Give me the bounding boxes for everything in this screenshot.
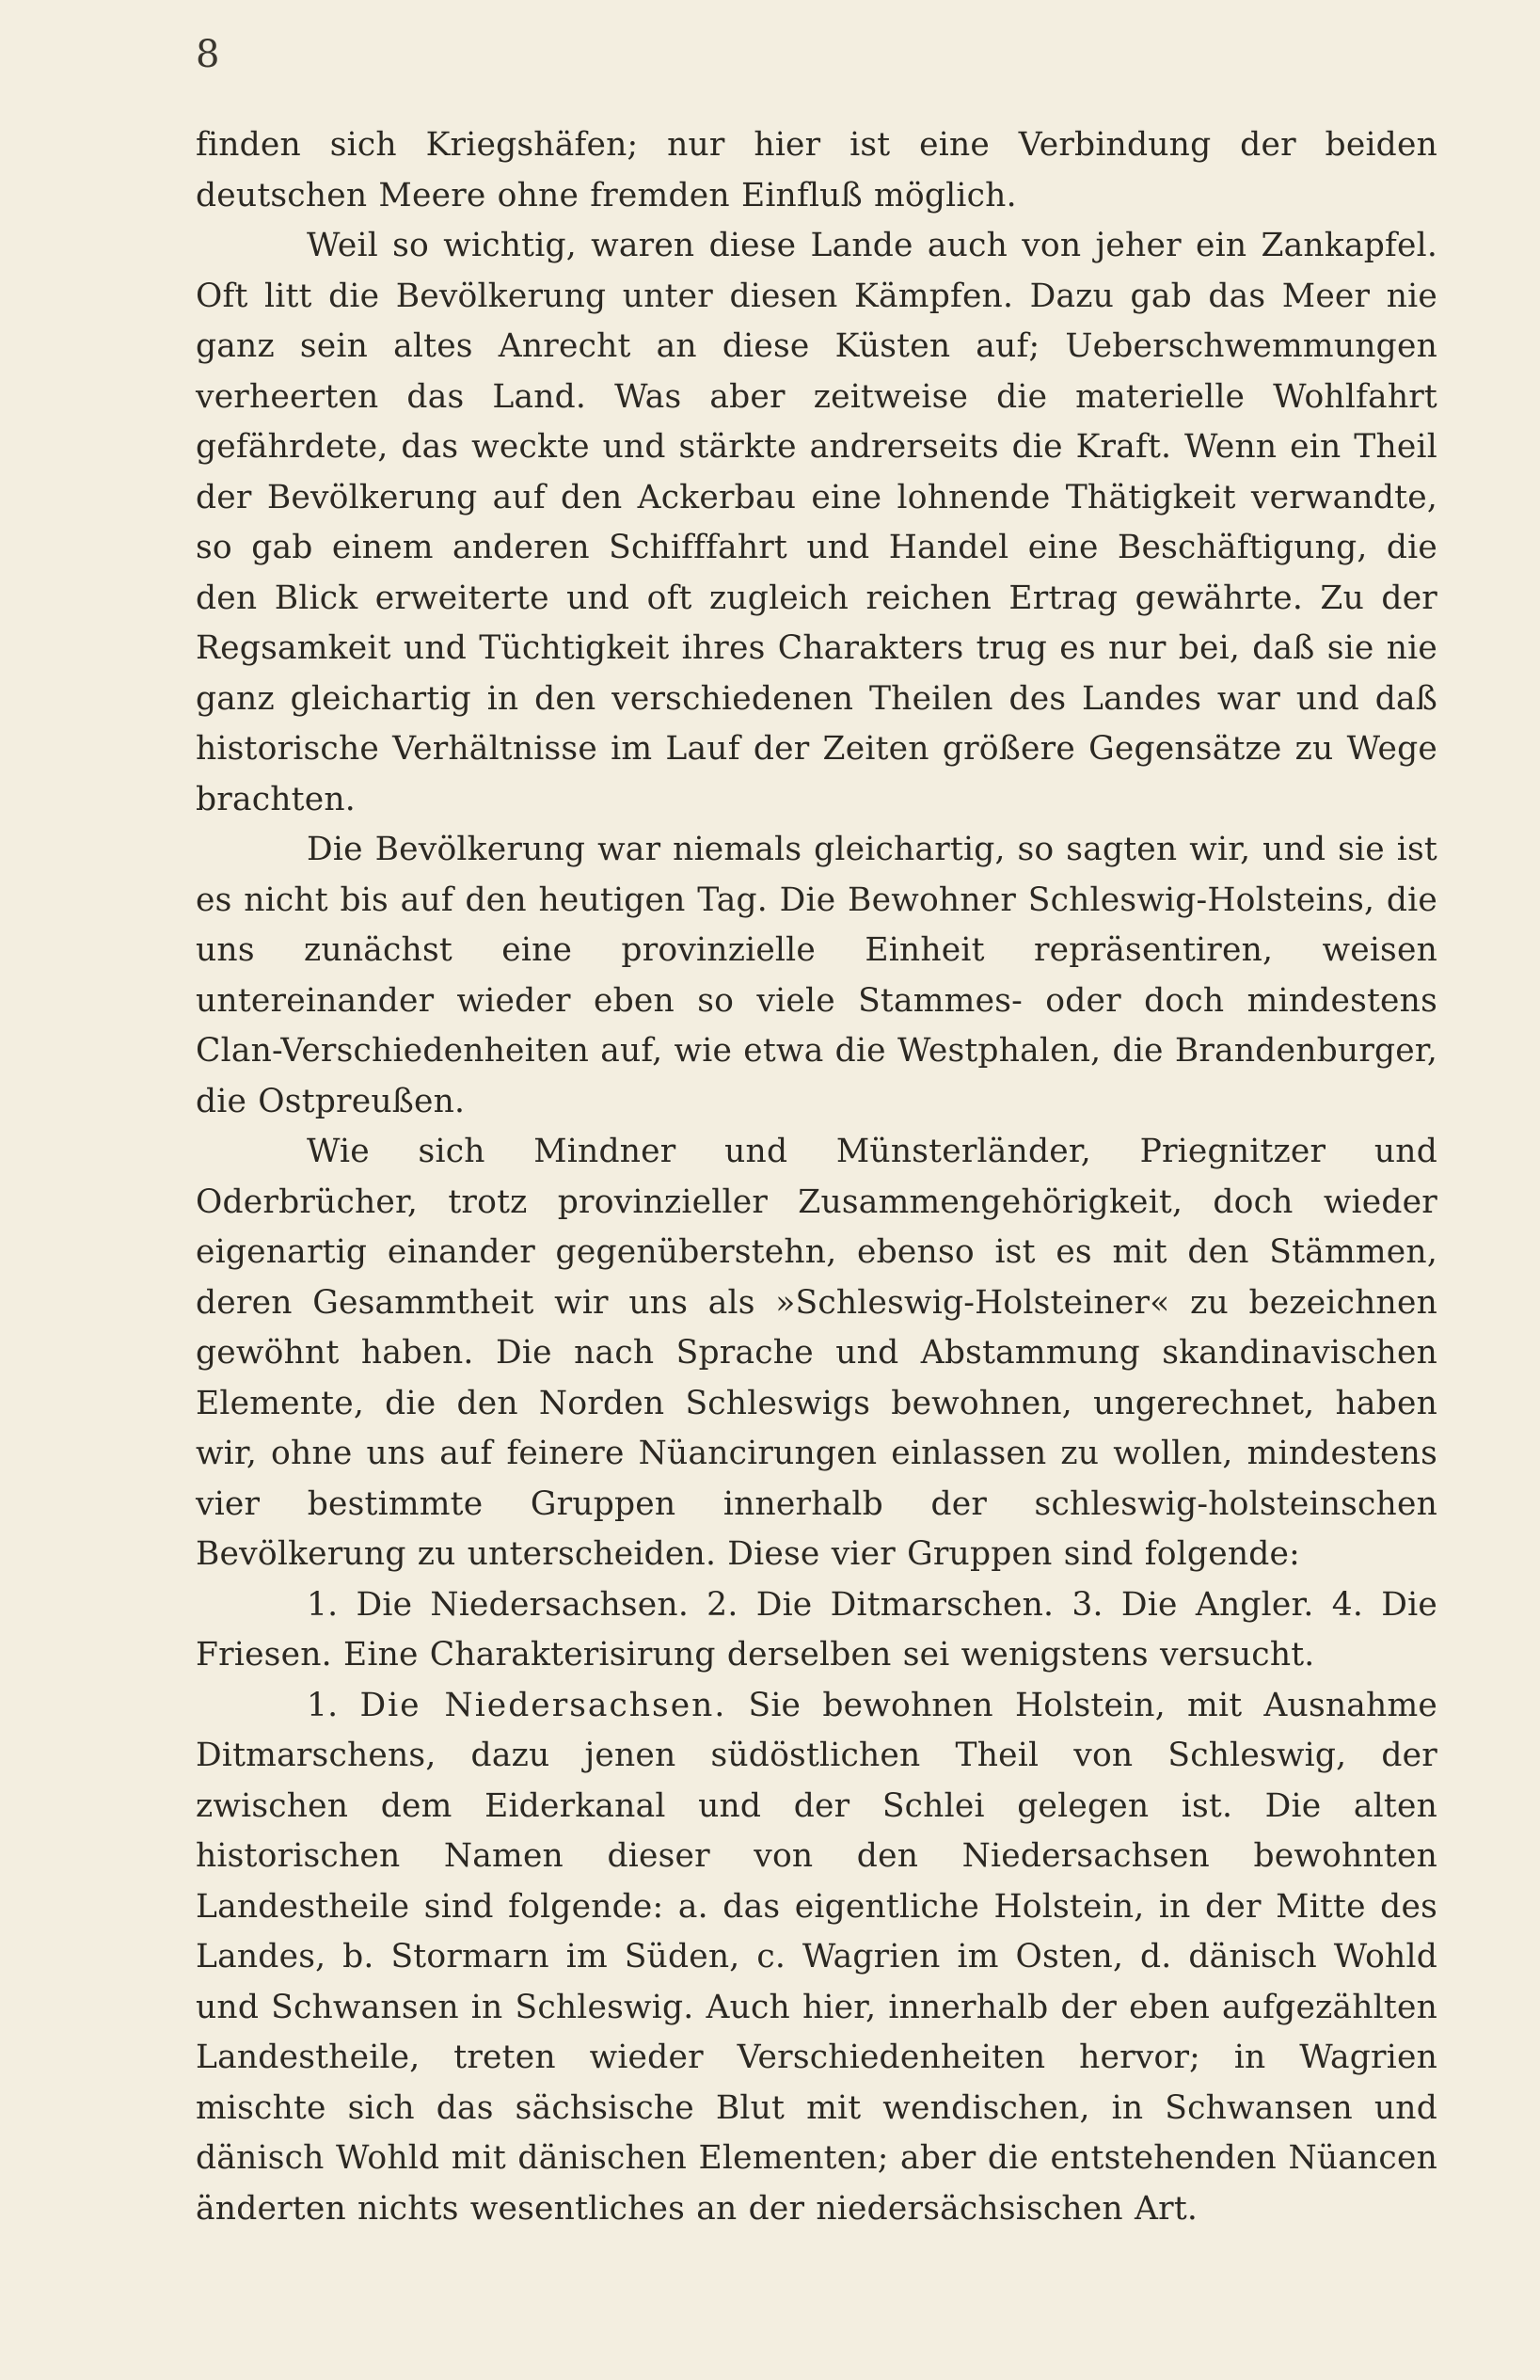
section-text: Sie bewohnen Holstein, mit Ausnahme Ditmarschens, dazu jenen südöstlichen Theil von Schleswig, der zwischen dem Eiderkanal und der Schlei gelegen ist. Die alten historischen Namen dieser von den Niedersachsen bewohnten Landestheile sind folgende: a. das eigentliche Holstein, in der Mitte des Landes, b. Stormarn im Süden, c. Wagrien im Osten, d. dänisch Wohld und Schwansen in Schleswig. Auch hier, innerhalb der eben aufgezählten Landestheile, treten wieder Verschiedenheiten hervor; in Wagrien mischte sich das sächsische Blut mit wendischen, in Schwansen und dänisch Wohld mit dänischen Elementen; aber die entstehenden Nüancen änderten nichts wesentliches an der niedersächsischen Art. [196, 1686, 1438, 2228]
paragraph-1: finden sich Kriegshäfen; nur hier ist eine Verbindung der beiden deutschen Meere ohne fremden Einfluß möglich. [196, 126, 1437, 214]
section-heading: Die Niedersachsen. [359, 1686, 727, 1724]
paragraph-5: 1. Die Niedersachsen. 2. Die Ditmarschen. 3. Die Angler. 4. Die Friesen. Eine Charakterisirung derselben sei wenigstens versucht. [196, 1585, 1437, 1674]
page-number: 8 [196, 33, 220, 76]
body-text [196, 120, 1437, 2234]
paragraph-6 [196, 1681, 1437, 2235]
section-number: 1. [307, 1686, 360, 1724]
paragraph-3: Die Bevölkerung war niemals gleichartig, so sagten wir, und sie ist es nicht bis auf den heutigen Tag. Die Bewohner Schleswig-Holsteins, die uns zunächst eine provinzielle Einheit repräsentiren, weisen untereinander wieder eben so viele Stammes- oder doch mindestens Clan-Verschiedenheiten auf, wie etwa die Westphalen, die Brandenburger, die Ostpreußen. [196, 831, 1437, 1120]
paragraph-2: Weil so wichtig, waren diese Lande auch von jeher ein Zankapfel. Oft litt die Bevölkerung unter diesen Kämpfen. Dazu gab das Meer nie ganz sein altes Anrecht an diese Küsten auf; Ueberschwemmungen verheerten das Land. Was aber zeitweise die materielle Wohlfahrt gefährdete, das weckte und stärkte andrerseits die Kraft. Wenn ein Theil der Bevölkerung auf den Ackerbau eine lohnende Thätigkeit verwandte, so gab einem anderen Schifffahrt und Handel eine Beschäftigung, die den Blick erweiterte und oft zugleich reichen Ertrag gewährte. Zu der Regsamkeit und Tüchtigkeit ihres Charakters trug es nur bei, daß sie nie ganz gleichartig in den verschiedenen Theilen des Landes war und daß historische Verhältnisse im Lauf der Zeiten größere Gegensätze zu Wege brachten. [196, 227, 1437, 818]
paragraph-4: Wie sich Mindner und Münsterländer, Priegnitzer und Oderbrücher, trotz provinzieller Zusammengehörigkeit, doch wieder eigenartig einander gegenüberstehn, ebenso ist es mit den Stämmen, deren Gesammtheit wir uns als »Schleswig-Holsteiner« zu bezeichnen gewöhnt haben. Die nach Sprache und Abstammung skandinavischen Elemente, die den Norden Schleswigs bewohnen, ungerechnet, haben wir, ohne uns auf feinere Nüancirungen einlassen zu wollen, mindestens vier bestimmte Gruppen innerhalb der schleswig-holsteinschen Bevölkerung zu unterscheiden. Diese vier Gruppen sind folgende: [196, 1133, 1437, 1573]
